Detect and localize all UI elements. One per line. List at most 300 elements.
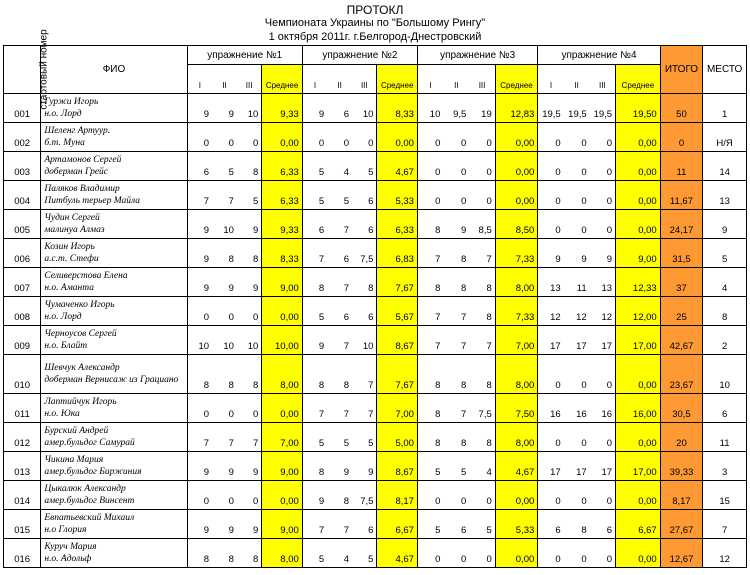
dog-name: а.с.т. Стефи	[44, 254, 99, 264]
dog-name: н.о. Лорд	[44, 109, 82, 119]
average-score: 0,00	[616, 539, 661, 568]
judge-score: 7	[417, 239, 443, 268]
judge-score: 16	[538, 394, 564, 423]
judge-score: 0	[443, 481, 469, 510]
dog-name: н.о. Блайт	[44, 341, 88, 351]
participant-cell	[41, 297, 187, 326]
judge-score: 7	[417, 326, 443, 355]
handler-name: Черноусов Сергей	[44, 329, 117, 339]
start-number: 012	[4, 423, 41, 452]
average-score: 6,67	[616, 510, 661, 539]
average-score: 0,00	[616, 181, 661, 210]
judge-score: 8,5	[469, 210, 495, 239]
average-score: 0,00	[616, 210, 661, 239]
handler-name: Бурский Андрей	[44, 426, 109, 436]
handler-name: Паляков Владимир	[44, 184, 120, 194]
judge-score: 17	[538, 452, 564, 481]
judge-score: 0	[590, 181, 616, 210]
judge-score: 0	[538, 355, 564, 394]
judge-score: 6	[327, 297, 352, 326]
name-header: ФИО	[41, 46, 187, 94]
judge-score: 0	[538, 123, 564, 152]
start-number: 009	[4, 326, 41, 355]
judge-score: 7	[302, 510, 327, 539]
start-number: 013	[4, 452, 41, 481]
judge-score: 0	[212, 297, 237, 326]
judge-score: 7	[327, 326, 352, 355]
judge-score: 8	[237, 152, 262, 181]
judge-score: 7	[327, 268, 352, 297]
judge-score: 0	[564, 152, 590, 181]
participant-cell	[41, 210, 187, 239]
judge-score: 0	[417, 539, 443, 568]
start-number: 015	[4, 510, 41, 539]
table-row	[4, 210, 747, 239]
judge-score: 5	[417, 510, 443, 539]
judge-score: 10	[212, 210, 237, 239]
participant-cell	[41, 152, 187, 181]
judge-score: 8	[302, 268, 327, 297]
total-score: 20	[660, 423, 703, 452]
judge-score: 10	[352, 326, 377, 355]
judge-score: 9,5	[443, 94, 469, 123]
total-score: 27,67	[660, 510, 703, 539]
judge-header: I	[187, 65, 212, 94]
average-score: 7,00	[495, 326, 538, 355]
average-score: 5,33	[377, 181, 417, 210]
average-score: 6,67	[377, 510, 417, 539]
start-number: 011	[4, 394, 41, 423]
handler-name: Чикина Мария	[44, 455, 104, 465]
average-score: 0,00	[495, 481, 538, 510]
place: 1	[703, 94, 747, 123]
table-row	[4, 268, 747, 297]
participant-cell	[41, 355, 187, 394]
average-score: 0,00	[495, 152, 538, 181]
judge-score: 5	[327, 423, 352, 452]
judge-score: 7	[352, 355, 377, 394]
judge-score: 5	[327, 181, 352, 210]
total-score: 37	[660, 268, 703, 297]
judge-score: 0	[590, 423, 616, 452]
judge-score: 0	[187, 297, 212, 326]
judge-score: 0	[538, 181, 564, 210]
average-score: 8,00	[262, 355, 302, 394]
start-number: 002	[4, 123, 41, 152]
participant-cell	[41, 239, 187, 268]
judge-score: 8	[469, 268, 495, 297]
judge-score: 10	[187, 326, 212, 355]
judge-score: 5	[469, 510, 495, 539]
table-row	[4, 123, 747, 152]
average-score: 0,00	[377, 123, 417, 152]
participant-cell	[41, 510, 187, 539]
average-score: 8,50	[495, 210, 538, 239]
handler-name: Куруч Мария	[44, 542, 97, 552]
average-header: Среднее	[616, 65, 661, 94]
judge-score: 7	[469, 326, 495, 355]
judge-score: 5	[417, 452, 443, 481]
average-score: 7,67	[377, 268, 417, 297]
judge-score: 8	[564, 510, 590, 539]
judge-score: 10	[237, 94, 262, 123]
handler-name: Шевчук Александр	[44, 363, 120, 373]
participant-cell	[41, 181, 187, 210]
judge-score: 7	[302, 239, 327, 268]
start-number: 003	[4, 152, 41, 181]
handler-name: Артамонов Сергей	[44, 155, 122, 165]
average-score: 4,67	[495, 452, 538, 481]
judge-score: 7	[302, 394, 327, 423]
protocol-title: ПРОТОКЛ	[346, 3, 404, 17]
judge-score: 0	[212, 481, 237, 510]
judge-score: 9	[212, 268, 237, 297]
judge-score: 0	[564, 539, 590, 568]
place: 8	[703, 297, 747, 326]
average-score: 7,33	[495, 239, 538, 268]
judge-score: 6	[352, 181, 377, 210]
judge-score: 5	[302, 152, 327, 181]
average-score: 8,33	[377, 94, 417, 123]
handler-name: Чумаченко Игорь	[44, 300, 115, 310]
judge-score: 9	[212, 510, 237, 539]
judge-score: 9	[187, 210, 212, 239]
start-number: 006	[4, 239, 41, 268]
judge-score: 12	[564, 297, 590, 326]
average-score: 7,67	[377, 355, 417, 394]
average-score: 8,33	[262, 239, 302, 268]
average-score: 8,00	[495, 355, 538, 394]
judge-score: 12	[538, 297, 564, 326]
start-number: 004	[4, 181, 41, 210]
exercise-1-header: упражнение №1	[187, 46, 302, 65]
average-score: 0,00	[262, 394, 302, 423]
start-number: 007	[4, 268, 41, 297]
judge-score: 8	[417, 210, 443, 239]
place: Н/Я	[703, 123, 747, 152]
participant-cell	[41, 94, 187, 123]
judge-score: 0	[590, 355, 616, 394]
judge-score: 0	[469, 481, 495, 510]
judge-score: 0	[237, 481, 262, 510]
average-score: 10,00	[262, 326, 302, 355]
total-score: 39,33	[660, 452, 703, 481]
judge-score: 16	[564, 394, 590, 423]
judge-score: 8	[327, 355, 352, 394]
judge-score: 6	[538, 510, 564, 539]
average-score: 4,67	[377, 152, 417, 181]
participant-cell	[41, 394, 187, 423]
judge-score: 8	[237, 239, 262, 268]
place: 7	[703, 510, 747, 539]
judge-score: 9	[538, 239, 564, 268]
average-score: 9,00	[262, 452, 302, 481]
dog-name: Питбуль терьер Майла	[44, 196, 141, 206]
judge-score: 7	[469, 239, 495, 268]
judge-score: 8	[212, 539, 237, 568]
total-score: 12,67	[660, 539, 703, 568]
judge-score: 0	[352, 123, 377, 152]
average-score: 6,33	[262, 181, 302, 210]
total-score: 24,17	[660, 210, 703, 239]
judge-score: 9	[237, 210, 262, 239]
dog-name: малинуа Алмаз	[44, 225, 105, 235]
total-score: 8,17	[660, 481, 703, 510]
average-score: 17,00	[616, 452, 661, 481]
judge-score: 6	[187, 152, 212, 181]
judge-score: 7,5	[352, 239, 377, 268]
total-score: 50	[660, 94, 703, 123]
judge-score: 10	[417, 94, 443, 123]
start-number: 001	[4, 94, 41, 123]
average-score: 7,33	[495, 297, 538, 326]
average-score: 12,83	[495, 94, 538, 123]
average-score: 5,00	[377, 423, 417, 452]
judge-score: 5	[352, 423, 377, 452]
average-score: 9,00	[616, 239, 661, 268]
average-score: 0,00	[616, 123, 661, 152]
dog-name: н.о. Адольф	[44, 554, 92, 564]
judge-score: 9	[302, 326, 327, 355]
average-score: 8,00	[495, 268, 538, 297]
average-score: 9,33	[262, 94, 302, 123]
judge-score: 0	[417, 152, 443, 181]
judge-score: 0	[564, 123, 590, 152]
judge-score: 19,5	[590, 94, 616, 123]
judge-score: 9	[302, 481, 327, 510]
total-score: 11	[660, 152, 703, 181]
judge-score: 6	[352, 210, 377, 239]
average-score: 0,00	[495, 181, 538, 210]
table-row	[4, 94, 747, 123]
judge-score: 16	[590, 394, 616, 423]
average-score: 8,67	[377, 326, 417, 355]
judge-score: 0	[564, 481, 590, 510]
judge-score: 7	[443, 297, 469, 326]
dog-name: б.т. Муна	[44, 138, 85, 148]
average-score: 7,00	[377, 394, 417, 423]
judge-score: 0	[302, 123, 327, 152]
dog-name: н.о Глория	[44, 525, 87, 535]
judge-score: 0	[469, 152, 495, 181]
judge-score: 4	[327, 152, 352, 181]
table-row	[4, 297, 747, 326]
table-row	[4, 355, 747, 394]
judge-score: 0	[237, 123, 262, 152]
exercise-4-header: упражнение №4	[538, 46, 660, 65]
judge-score: 6	[302, 210, 327, 239]
judge-score: 9	[237, 510, 262, 539]
judge-score: 0	[443, 123, 469, 152]
judge-score: 0	[237, 297, 262, 326]
judge-score: 7	[187, 423, 212, 452]
judge-score: 7	[417, 297, 443, 326]
average-score: 8,67	[377, 452, 417, 481]
total-score: 0	[660, 123, 703, 152]
average-header: Среднее	[377, 65, 417, 94]
average-score: 0,00	[262, 123, 302, 152]
average-score: 0,00	[616, 481, 661, 510]
handler-name: Лаптийчук Игорь	[44, 397, 117, 407]
table-row	[4, 423, 747, 452]
judge-score: 8	[443, 355, 469, 394]
participant-cell	[41, 539, 187, 568]
place: 6	[703, 394, 747, 423]
participant-cell	[41, 268, 187, 297]
judge-score: 9	[212, 94, 237, 123]
dog-name: амер.бульдог Винсент	[44, 496, 135, 506]
average-score: 0,00	[616, 355, 661, 394]
judge-score: 9	[302, 94, 327, 123]
judge-score: 8	[302, 452, 327, 481]
judge-score: 0	[187, 394, 212, 423]
judge-score: 0	[538, 539, 564, 568]
judge-score: 17	[564, 452, 590, 481]
table-row	[4, 481, 747, 510]
judge-score: 19,5	[538, 94, 564, 123]
place-header: МЕСТО	[703, 46, 747, 94]
judge-score: 9	[187, 268, 212, 297]
judge-score: 6	[352, 297, 377, 326]
dog-name: амер.бульдог Биржиния	[44, 467, 142, 477]
average-score: 17,00	[616, 326, 661, 355]
judge-score: 7	[237, 423, 262, 452]
average-score: 16,00	[616, 394, 661, 423]
judge-score: 9	[212, 452, 237, 481]
total-score: 31,5	[660, 239, 703, 268]
table-row	[4, 452, 747, 481]
judge-score: 5	[443, 452, 469, 481]
judge-score: 0	[469, 181, 495, 210]
judge-score: 8	[187, 539, 212, 568]
average-score: 9,00	[262, 510, 302, 539]
judge-score: 4	[469, 452, 495, 481]
judge-header: I	[538, 65, 564, 94]
place: 5	[703, 239, 747, 268]
place: 10	[703, 355, 747, 394]
judge-score: 10	[237, 326, 262, 355]
championship-subtitle: Чемпионата Украины по "Большому Рингу"	[264, 17, 486, 29]
average-score: 12,00	[616, 297, 661, 326]
average-score: 12,33	[616, 268, 661, 297]
judge-score: 0	[590, 123, 616, 152]
average-header: Среднее	[262, 65, 302, 94]
exercise-2-header: упражнение №2	[302, 46, 417, 65]
judge-score: 0	[590, 152, 616, 181]
judge-score: 7	[327, 510, 352, 539]
judge-score: 5	[302, 423, 327, 452]
table-row	[4, 326, 747, 355]
judge-header: III	[352, 65, 377, 94]
judge-score: 10	[352, 94, 377, 123]
judge-score: 7	[187, 181, 212, 210]
total-score: 11,67	[660, 181, 703, 210]
average-score: 4,67	[377, 539, 417, 568]
handler-name: Селиверстова Елена	[44, 271, 128, 281]
table-row	[4, 539, 747, 568]
total-score: 42,67	[660, 326, 703, 355]
judge-score: 8	[237, 539, 262, 568]
judge-score: 10	[212, 326, 237, 355]
average-score: 0,00	[495, 123, 538, 152]
judge-header: III	[237, 65, 262, 94]
judge-score: 0	[590, 539, 616, 568]
judge-score: 6	[327, 94, 352, 123]
judge-score: 8	[302, 355, 327, 394]
average-score: 6,83	[377, 239, 417, 268]
judge-score: 0	[187, 481, 212, 510]
judge-score: 7	[352, 394, 377, 423]
judge-score: 8	[469, 297, 495, 326]
handler-name: Козин Игорь	[44, 242, 95, 252]
judge-score: 0	[564, 423, 590, 452]
judge-score: 0	[590, 481, 616, 510]
judge-score: 9	[237, 452, 262, 481]
judge-score: 9	[187, 452, 212, 481]
judge-score: 8	[352, 268, 377, 297]
judge-score: 0	[443, 152, 469, 181]
judge-score: 0	[443, 181, 469, 210]
judge-score: 0	[237, 394, 262, 423]
average-score: 5,67	[377, 297, 417, 326]
dog-name: доберман Вернисаж из Грациано	[44, 375, 179, 385]
judge-score: 7	[327, 210, 352, 239]
judge-score: 0	[564, 181, 590, 210]
table-row	[4, 239, 747, 268]
start-number: 008	[4, 297, 41, 326]
judge-header: I	[302, 65, 327, 94]
judge-score: 13	[538, 268, 564, 297]
start-number: 016	[4, 539, 41, 568]
judge-score: 0	[417, 481, 443, 510]
judge-header: III	[590, 65, 616, 94]
judge-score: 17	[590, 452, 616, 481]
judge-score: 13	[590, 268, 616, 297]
place: 4	[703, 268, 747, 297]
judge-score: 6	[443, 510, 469, 539]
participant-cell	[41, 452, 187, 481]
judge-score: 8	[443, 239, 469, 268]
judge-score: 8	[187, 355, 212, 394]
participant-cell	[41, 123, 187, 152]
place: 9	[703, 210, 747, 239]
average-score: 0,00	[616, 423, 661, 452]
judge-score: 8	[417, 394, 443, 423]
place: 11	[703, 423, 747, 452]
judge-score: 5	[237, 181, 262, 210]
handler-name: Шеленг Артуур.	[44, 126, 111, 136]
judge-score: 8	[469, 355, 495, 394]
judge-score: 8	[212, 239, 237, 268]
judge-score: 9	[352, 452, 377, 481]
judge-score: 5	[352, 539, 377, 568]
table-row	[4, 181, 747, 210]
handler-name: Чудин Сергей	[44, 213, 100, 223]
judge-score: 8	[443, 268, 469, 297]
average-score: 5,33	[495, 510, 538, 539]
judge-score: 9	[187, 239, 212, 268]
judge-score: 8	[417, 355, 443, 394]
average-score: 8,00	[495, 423, 538, 452]
place: 13	[703, 181, 747, 210]
judge-score: 0	[327, 123, 352, 152]
average-score: 8,00	[262, 539, 302, 568]
date-place: 1 октября 2011г. г.Белгород-Днестровский	[268, 31, 482, 43]
judge-score: 9	[237, 268, 262, 297]
average-score: 0,00	[262, 297, 302, 326]
place: 3	[703, 452, 747, 481]
place: 12	[703, 539, 747, 568]
